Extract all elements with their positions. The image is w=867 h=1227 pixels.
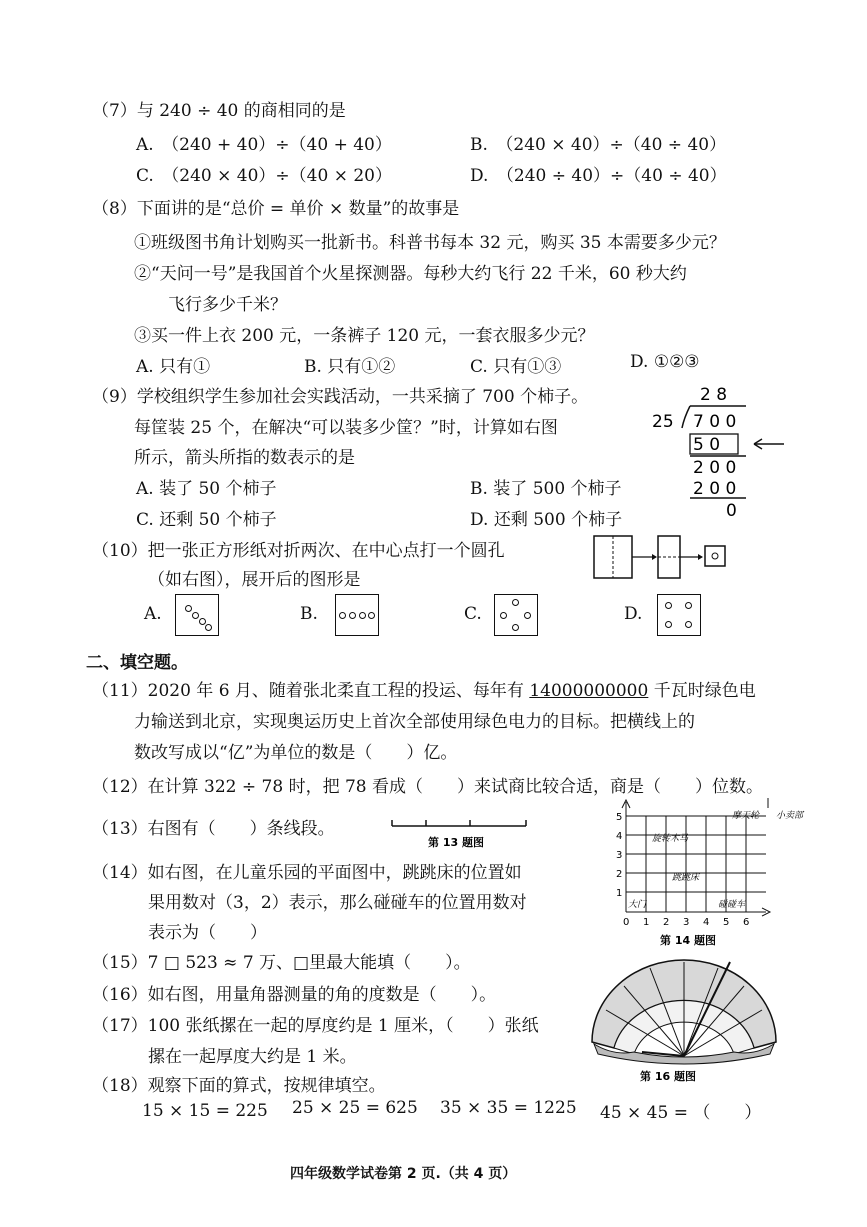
y-tick: 4 bbox=[616, 831, 623, 842]
q7-option-a[interactable]: A. （240 + 40）÷（40 + 40） bbox=[136, 135, 392, 155]
q10-option-a-label[interactable]: A. bbox=[144, 604, 162, 624]
x-tick: 1 bbox=[643, 917, 650, 928]
q8-option-c[interactable]: C. 只有①③ bbox=[470, 357, 562, 377]
q11-line-2: 力输送到北京，实现奥运历史上首次全部使用绿色电力的目标。把横线上的 bbox=[134, 712, 695, 732]
map-label-bumper-cars: 碰碰车 bbox=[718, 900, 746, 910]
q17-line-2: 摞在一起厚度大约是 1 米。 bbox=[148, 1047, 357, 1067]
q7-option-c[interactable]: C. （240 × 40）÷（40 × 20） bbox=[136, 166, 392, 186]
q8-story-3: ③买一件上衣 200 元，一条裤子 120 元，一套衣服多少元？ bbox=[134, 326, 595, 346]
map-label-trampoline: 跳跳床 bbox=[672, 873, 700, 883]
q10-line-2: （如右图），展开后的图形是 bbox=[148, 570, 361, 590]
y-tick: 1 bbox=[616, 888, 623, 899]
q18-expr-1: 15 × 15 = 225 bbox=[142, 1101, 268, 1121]
q10-option-b-label[interactable]: B. bbox=[300, 604, 318, 624]
q10-option-c[interactable] bbox=[494, 594, 538, 636]
map-label-carousel: 旋转木马 bbox=[652, 834, 689, 844]
q8-option-a[interactable]: A. 只有① bbox=[136, 357, 211, 377]
q15-text: （15）7 □ 523 ≈ 7 万、□里最大能填（ ）。 bbox=[92, 953, 471, 973]
x-tick: 4 bbox=[703, 917, 710, 928]
x-tick: 3 bbox=[683, 917, 690, 928]
q7-option-d[interactable]: D. （240 ÷ 40）÷（40 ÷ 40） bbox=[470, 166, 727, 186]
q11-text-a: （11）2020 年 6 月、随着张北柔直工程的投运、每年有 bbox=[92, 681, 524, 701]
division-dividend: 7 0 0 bbox=[693, 412, 737, 432]
grid-map bbox=[608, 796, 818, 952]
q14-caption: 第 14 题图 bbox=[660, 934, 716, 947]
q11-line-3: 数改写成以“亿”为单位的数是（ ）亿。 bbox=[134, 743, 458, 763]
q10-option-d[interactable] bbox=[657, 594, 701, 636]
paper-fold-diagram bbox=[592, 532, 742, 584]
x-tick: 5 bbox=[723, 917, 730, 928]
division-quotient: 2 8 bbox=[700, 385, 728, 405]
protractor-figure bbox=[584, 956, 784, 1084]
division-divisor: 25 bbox=[652, 412, 674, 432]
map-label-ferris-wheel: 摩天轮 bbox=[732, 811, 760, 821]
q8-stem: （8）下面讲的是“总价 = 单价 × 数量”的故事是 bbox=[92, 199, 460, 219]
q16-caption: 第 16 题图 bbox=[640, 1070, 696, 1083]
q14-line-1: （14）如右图，在儿童乐园的平面图中，跳跳床的位置如 bbox=[92, 863, 522, 883]
q8-story-2-cont: 飞行多少千米？ bbox=[168, 295, 287, 315]
x-tick: 2 bbox=[663, 917, 670, 928]
q12-text: （12）在计算 322 ÷ 78 时，把 78 看成（ ）来试商比较合适，商是（ ）位数。 bbox=[92, 777, 764, 797]
x-tick: 6 bbox=[743, 917, 750, 928]
q10-option-d-label[interactable]: D. bbox=[624, 604, 643, 624]
q10-option-a[interactable] bbox=[175, 594, 219, 636]
y-tick: 5 bbox=[616, 812, 623, 823]
q7-option-b[interactable]: B. （240 × 40）÷（40 ÷ 40） bbox=[470, 135, 727, 155]
division-row-4: 0 bbox=[726, 501, 737, 521]
division-row-2: 2 0 0 bbox=[693, 458, 737, 478]
q10-option-c-label[interactable]: C. bbox=[464, 604, 482, 624]
x-tick: 0 bbox=[623, 917, 630, 928]
q18-stem: （18）观察下面的算式，按规律填空。 bbox=[92, 1076, 386, 1096]
map-label-gate: 大门 bbox=[628, 900, 647, 910]
q11-number: 14000000000 bbox=[529, 681, 649, 701]
q11-text-b: 千瓦时绿色电 bbox=[653, 681, 756, 701]
q9-line-1: （9）学校组织学生参加社会实践活动，一共采摘了 700 个柿子。 bbox=[92, 387, 589, 407]
q18-expr-3: 35 × 35 = 1225 bbox=[440, 1098, 577, 1118]
q7-stem: （7）与 240 ÷ 40 的商相同的是 bbox=[92, 101, 346, 121]
q9-option-d[interactable]: D. 还剩 500 个柿子 bbox=[470, 510, 623, 530]
y-tick: 2 bbox=[616, 869, 623, 880]
q10-line-1: （10）把一张正方形纸对折两次、在中心点打一个圆孔 bbox=[92, 541, 505, 561]
q14-line-3: 表示为（ ） bbox=[148, 923, 267, 943]
q9-option-c[interactable]: C. 还剩 50 个柿子 bbox=[136, 510, 277, 530]
y-tick: 3 bbox=[616, 850, 623, 861]
q8-option-d[interactable]: D. ①②③ bbox=[630, 352, 700, 372]
long-division-figure bbox=[648, 384, 788, 522]
map-label-shop: 小卖部 bbox=[776, 811, 804, 821]
q9-line-2: 每筐装 25 个，在解决“可以装多少筐？”时，计算如右图 bbox=[134, 418, 558, 438]
q14-line-2: 果用数对（3，2）表示，那么碰碰车的位置用数对 bbox=[148, 893, 527, 913]
q13-caption: 第 13 题图 bbox=[428, 836, 484, 849]
q18-expr-2: 25 × 25 = 625 bbox=[292, 1098, 418, 1118]
q8-option-b[interactable]: B. 只有①② bbox=[304, 357, 396, 377]
q9-option-a[interactable]: A. 装了 50 个柿子 bbox=[136, 479, 277, 499]
q17-line-1: （17）100 张纸摞在一起的厚度约是 1 厘米，（ ）张纸 bbox=[92, 1016, 539, 1036]
q8-story-2: ②“天问一号”是我国首个火星探测器。每秒大约飞行 22 千米，60 秒大约 bbox=[134, 264, 687, 284]
page-footer: 四年级数学试卷第 2 页.（共 4 页） bbox=[290, 1166, 517, 1182]
q9-option-b[interactable]: B. 装了 500 个柿子 bbox=[470, 479, 622, 499]
q16-text: （16）如右图，用量角器测量的角的度数是（ ）。 bbox=[92, 985, 497, 1005]
q8-story-1: ①班级图书角计划购买一批新书。科普书每本 32 元，购买 35 本需要多少元？ bbox=[134, 233, 726, 253]
q11-line-1 bbox=[92, 676, 756, 701]
segment-figure bbox=[388, 814, 532, 850]
q9-line-3: 所示，箭头所指的数表示的是 bbox=[134, 448, 355, 468]
division-row-3: 2 0 0 bbox=[693, 479, 737, 499]
q10-option-b[interactable] bbox=[335, 594, 379, 636]
division-row-1: 5 0 bbox=[693, 435, 721, 455]
q18-expr-4[interactable]: 45 × 45 = （ ） bbox=[600, 1103, 762, 1123]
section-title: 二、填空题。 bbox=[86, 653, 188, 673]
q13-text: （13）右图有（ ）条线段。 bbox=[92, 819, 335, 839]
